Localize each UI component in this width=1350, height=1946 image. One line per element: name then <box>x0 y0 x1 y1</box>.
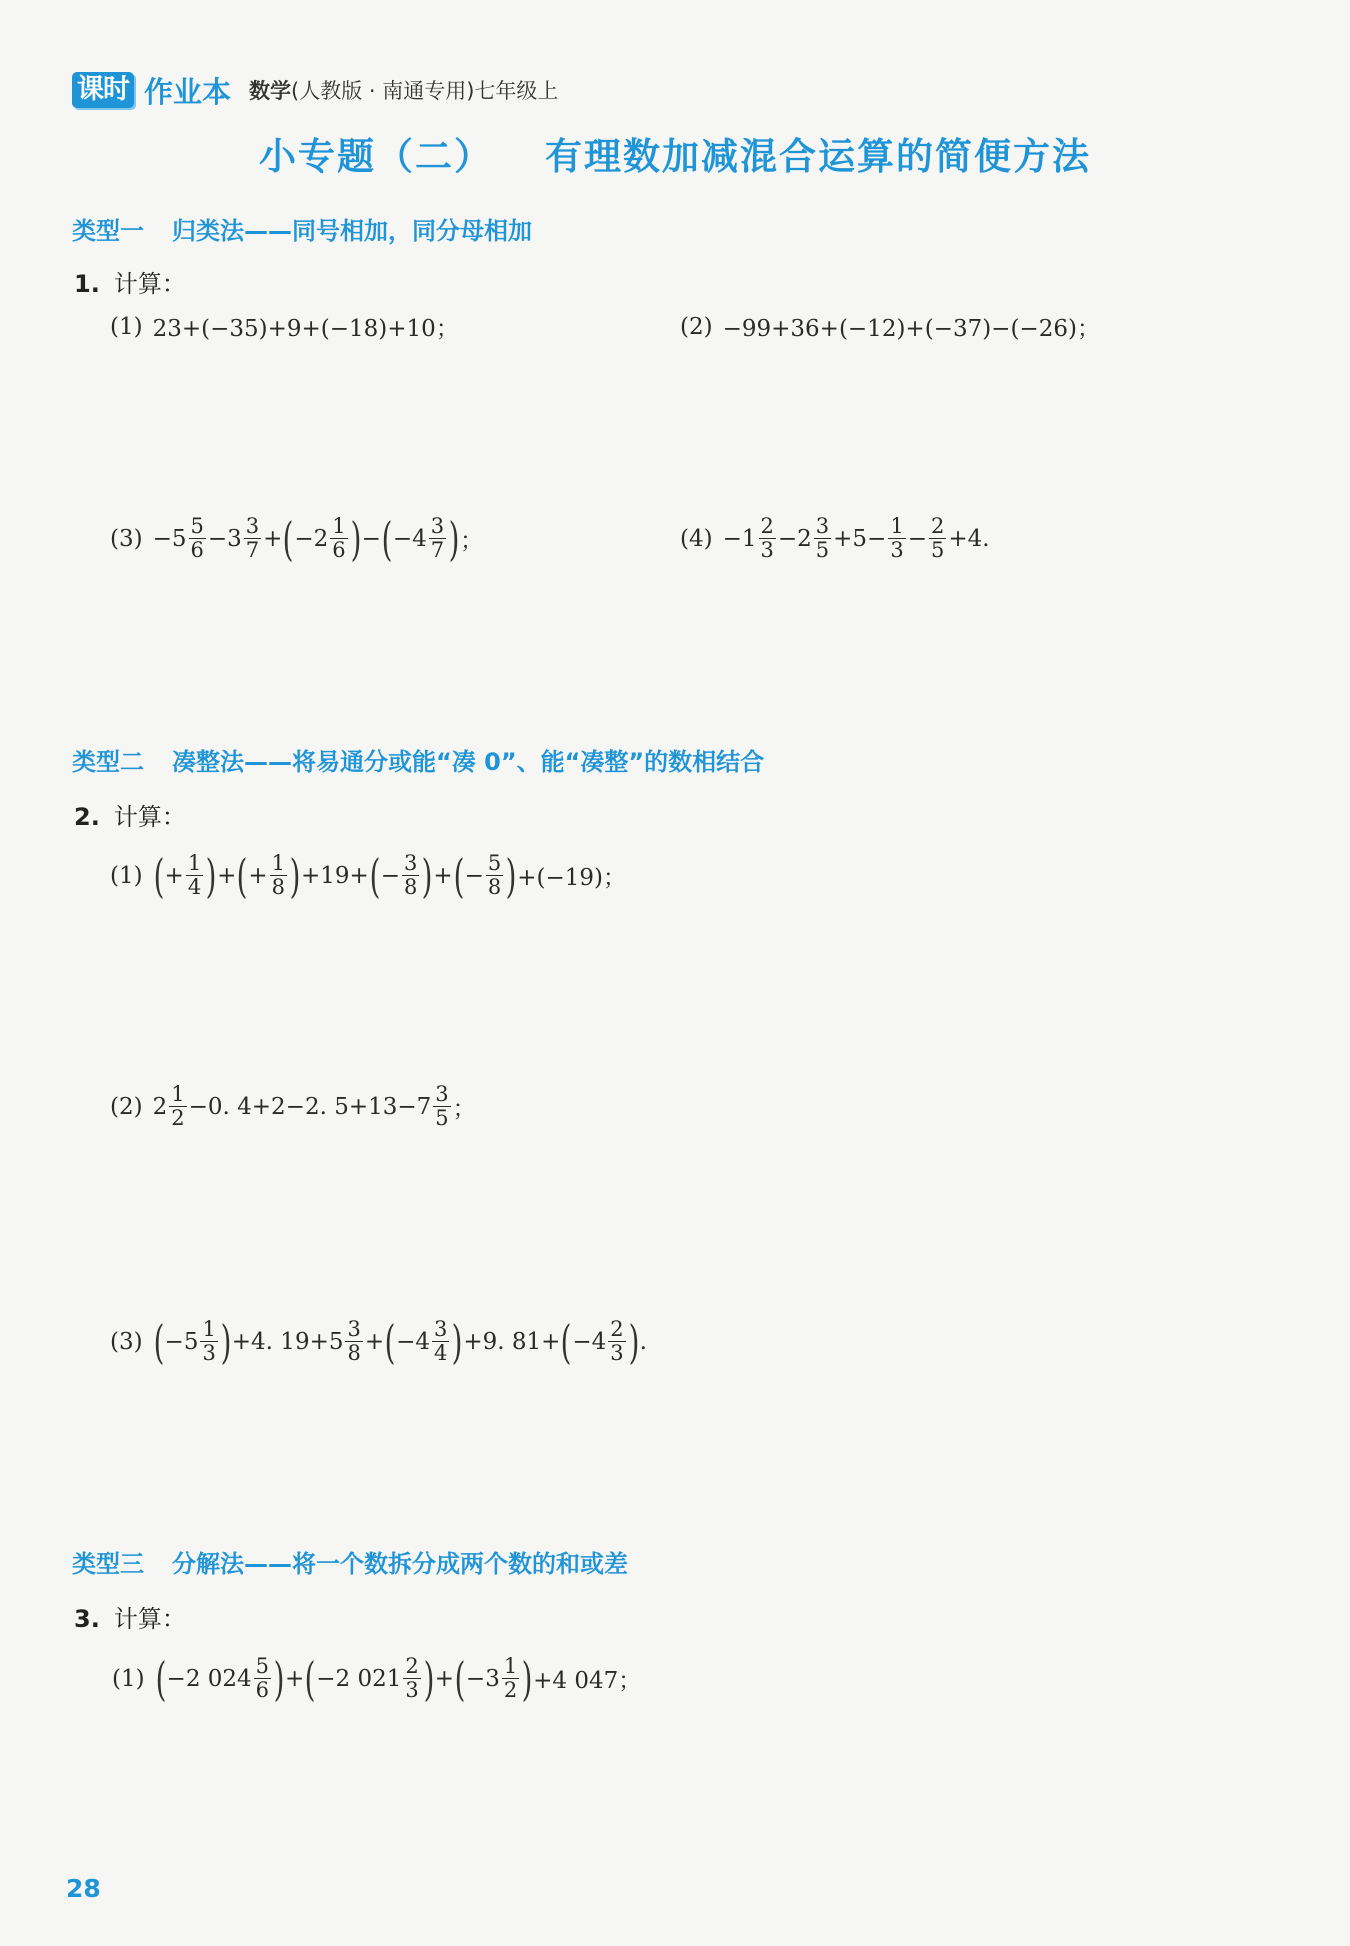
numerator: 2 <box>610 1317 624 1341</box>
question-text: 计算： <box>113 270 186 298</box>
parenthesis: ) <box>350 511 362 566</box>
term: −1 <box>722 525 757 552</box>
denominator: 7 <box>245 538 260 562</box>
problem-label: (1) <box>110 313 143 340</box>
question-3 <box>74 1599 186 1634</box>
term: −2 024 <box>166 1665 252 1692</box>
numerator: 3 <box>434 1317 448 1341</box>
denominator: 2 <box>171 1106 185 1130</box>
parenthesis: ) <box>448 511 460 566</box>
denominator: 3 <box>760 538 774 562</box>
term: −2 021 <box>316 1665 402 1692</box>
question-number: 2. <box>74 803 100 831</box>
problem-label: (3) <box>110 1328 143 1355</box>
denominator: 5 <box>815 538 830 562</box>
parenthesis: ) <box>521 1651 533 1706</box>
parenthesis: ) <box>273 1651 285 1706</box>
title-right: 有理数加减混合运算的简便方法 <box>545 135 1091 178</box>
term: −4 <box>396 1328 430 1355</box>
problem-label: (4) <box>680 525 713 552</box>
term: + <box>434 1665 454 1692</box>
fraction <box>186 852 203 899</box>
problem-label: (3) <box>110 525 143 552</box>
problem-2-1 <box>110 848 626 903</box>
term: −3 <box>207 525 242 552</box>
subject: 数学 <box>249 79 292 103</box>
term: −2 <box>777 525 812 552</box>
term: + <box>433 862 453 889</box>
term: . <box>639 1328 647 1355</box>
parenthesis: ( <box>453 848 465 903</box>
term: +4. 19+5 <box>231 1328 344 1355</box>
parenthesis: ) <box>220 1314 232 1369</box>
term: ； <box>460 528 484 554</box>
denominator: 6 <box>332 538 346 562</box>
term: −3 <box>465 1665 500 1692</box>
term: +5− <box>833 525 887 552</box>
numerator: 5 <box>255 1654 270 1678</box>
numerator: 3 <box>245 514 260 538</box>
numerator: 1 <box>890 514 904 538</box>
numerator: 2 <box>760 514 774 538</box>
problem-1-4 <box>680 515 990 562</box>
question-text: 计算： <box>113 803 186 831</box>
fraction <box>200 1318 217 1365</box>
term: −4 <box>572 1328 607 1355</box>
brand-name: 作业本 <box>144 74 232 109</box>
term: + <box>364 1328 385 1355</box>
term: +19+ <box>301 862 369 889</box>
term: − <box>361 525 381 552</box>
denominator: 6 <box>255 1678 270 1702</box>
fraction <box>270 852 287 899</box>
fraction <box>502 1655 519 1702</box>
title-left: 小专题（二） <box>259 135 493 178</box>
parenthesis: ( <box>153 848 164 903</box>
denominator: 2 <box>503 1678 518 1702</box>
fraction <box>189 515 206 562</box>
header <box>72 72 558 108</box>
denominator: 8 <box>271 875 286 899</box>
term: +4 047； <box>533 1668 642 1694</box>
numerator: 1 <box>332 514 346 538</box>
term: + <box>217 862 237 889</box>
numerator: 5 <box>487 851 502 875</box>
term: +9. 81+ <box>463 1328 561 1355</box>
term: + <box>248 862 268 889</box>
term: − <box>464 862 484 889</box>
page-title <box>0 126 1350 180</box>
expression: −99+36+(−12)+(−37)−(−26)； <box>722 316 1100 342</box>
problem-label: (1) <box>112 1665 145 1692</box>
parenthesis: ( <box>454 1651 466 1706</box>
numerator: 3 <box>347 1317 361 1341</box>
parenthesis: ( <box>283 511 294 566</box>
parenthesis: ( <box>560 1314 572 1369</box>
denominator: 3 <box>610 1341 624 1365</box>
numerator: 1 <box>187 851 202 875</box>
term: + <box>164 862 184 889</box>
brand-logo: 课时 <box>72 72 134 108</box>
page-number: 28 <box>66 1874 101 1903</box>
denominator: 7 <box>430 538 445 562</box>
term: ； <box>452 1096 476 1122</box>
term: +4. <box>948 525 990 552</box>
fraction <box>929 515 946 562</box>
question-1 <box>74 264 186 299</box>
fraction <box>254 1655 271 1702</box>
fraction <box>244 515 261 562</box>
section-label: 类型二 <box>72 748 144 776</box>
numerator: 3 <box>430 514 445 538</box>
problem-1-3 <box>110 511 484 566</box>
numerator: 5 <box>190 514 204 538</box>
term: − <box>380 862 401 889</box>
parenthesis: ( <box>237 848 248 903</box>
numerator: 1 <box>171 1082 185 1106</box>
parenthesis: ( <box>304 1651 316 1706</box>
term: −0. 4+2−2. 5+13−7 <box>188 1093 432 1120</box>
term: −2 <box>294 525 329 552</box>
term: +(−19)； <box>517 865 626 891</box>
book-info <box>249 75 558 105</box>
problem-label: (1) <box>110 862 143 889</box>
section-heading-2 <box>72 742 764 777</box>
fraction <box>486 852 503 899</box>
denominator: 3 <box>405 1678 419 1702</box>
section-desc: 分解法——将一个数拆分成两个数的和或差 <box>172 1550 628 1578</box>
numerator: 3 <box>435 1082 449 1106</box>
section-desc: 归类法——同号相加，同分母相加 <box>172 217 532 245</box>
question-number: 1. <box>74 270 100 298</box>
parenthesis: ( <box>153 1314 164 1369</box>
numerator: 3 <box>815 514 830 538</box>
fraction <box>402 852 419 899</box>
numerator: 1 <box>202 1317 216 1341</box>
problem-1-1 <box>110 310 459 343</box>
numerator: 2 <box>931 514 945 538</box>
term: −4 <box>392 525 427 552</box>
numerator: 3 <box>404 851 418 875</box>
fraction <box>345 1318 362 1365</box>
problem-3-1 <box>112 1651 642 1706</box>
fraction <box>433 1083 450 1130</box>
fraction <box>608 1318 625 1365</box>
denominator: 6 <box>190 538 204 562</box>
problem-2-3 <box>110 1314 647 1369</box>
parenthesis: ( <box>381 511 393 566</box>
expression: 23+(−35)+9+(−18)+10； <box>152 316 459 342</box>
fraction <box>888 515 905 562</box>
denominator: 3 <box>890 538 904 562</box>
section-desc: 凑整法——将易通分或能“凑 0”、能“凑整”的数相结合 <box>172 748 765 776</box>
fraction <box>403 1655 420 1702</box>
parenthesis: ( <box>155 1651 166 1706</box>
fraction <box>814 515 831 562</box>
parenthesis: ) <box>451 1314 463 1369</box>
section-label: 类型一 <box>72 217 144 245</box>
parenthesis: ) <box>205 848 217 903</box>
denominator: 5 <box>435 1106 449 1130</box>
parenthesis: ) <box>289 848 301 903</box>
term: 2 <box>152 1093 168 1120</box>
problem-label: (2) <box>110 1093 143 1120</box>
parenthesis: ) <box>422 848 433 903</box>
section-label: 类型三 <box>72 1550 144 1578</box>
term: −5 <box>152 525 187 552</box>
parenthesis: ) <box>505 848 517 903</box>
fraction <box>759 515 776 562</box>
term: + <box>263 525 283 552</box>
section-heading-3 <box>72 1544 628 1579</box>
fraction <box>330 515 347 562</box>
parenthesis: ) <box>628 1314 640 1369</box>
term: −5 <box>164 1328 199 1355</box>
problem-label: (2) <box>680 313 713 340</box>
term: − <box>907 525 927 552</box>
fraction <box>429 515 446 562</box>
numerator: 2 <box>405 1654 419 1678</box>
denominator: 8 <box>487 875 502 899</box>
fraction <box>432 1318 449 1365</box>
denominator: 3 <box>202 1341 216 1365</box>
question-2 <box>74 797 186 832</box>
parenthesis: ( <box>384 1314 396 1369</box>
denominator: 5 <box>931 538 945 562</box>
denominator: 8 <box>404 875 418 899</box>
parenthesis: ) <box>423 1651 435 1706</box>
denominator: 4 <box>187 875 202 899</box>
numerator: 1 <box>271 851 286 875</box>
problem-2-2 <box>110 1083 476 1130</box>
fraction <box>169 1083 186 1130</box>
question-number: 3. <box>74 1605 100 1633</box>
problem-1-2 <box>680 310 1100 343</box>
denominator: 4 <box>434 1341 448 1365</box>
numerator: 1 <box>503 1654 518 1678</box>
denominator: 8 <box>347 1341 361 1365</box>
edition: (人教版 · 南通专用)七年级上 <box>291 79 559 103</box>
parenthesis: ( <box>369 848 381 903</box>
section-heading-1 <box>72 211 532 246</box>
question-text: 计算： <box>113 1605 186 1633</box>
term: + <box>285 1665 305 1692</box>
